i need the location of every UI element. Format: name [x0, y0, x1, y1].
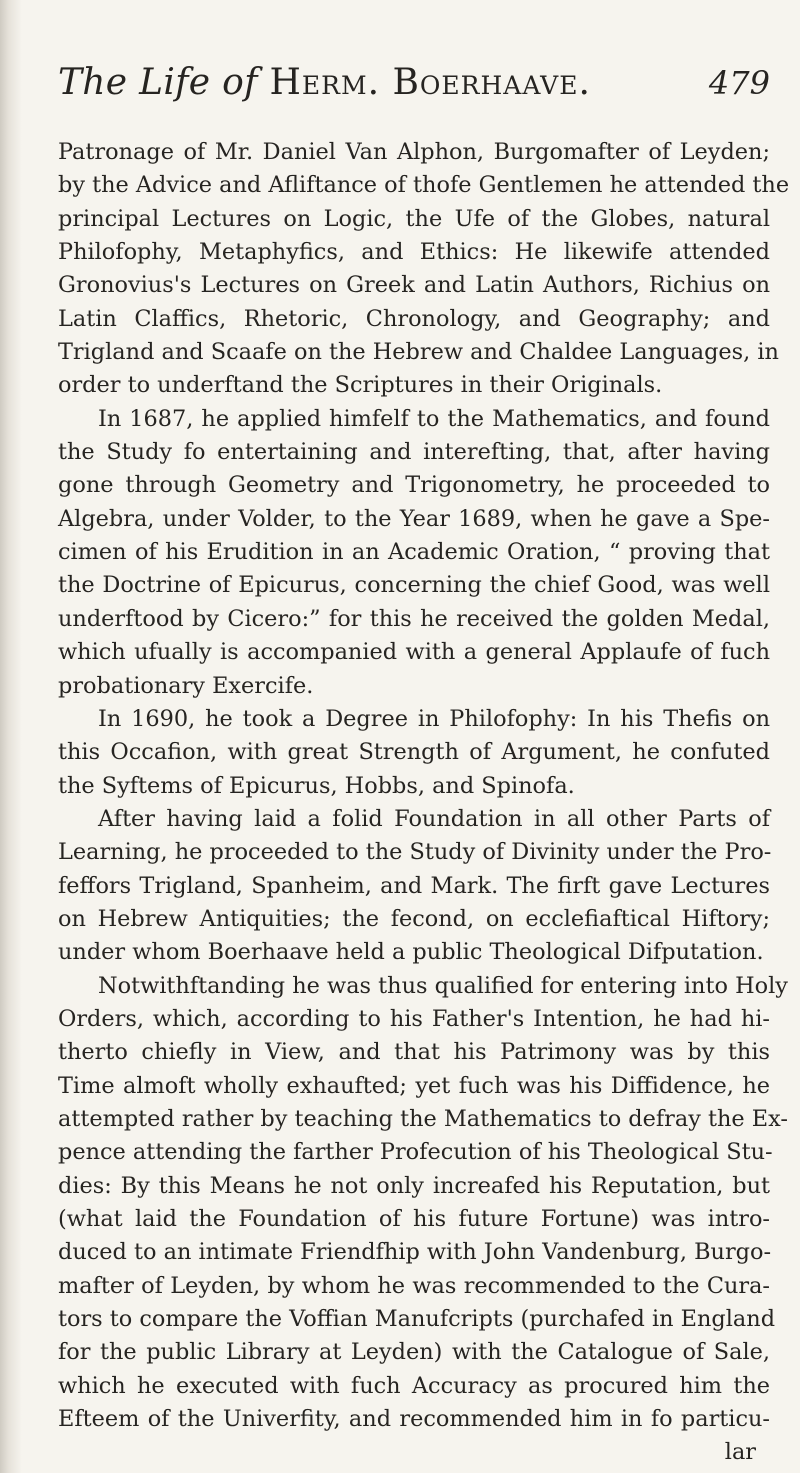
- text-line: therto chiefly in View, and that his Patrimony was by this: [58, 1039, 770, 1066]
- page-gutter-shadow: [0, 0, 22, 1473]
- text-line: order to underftand the Scriptures in their Originals.: [58, 372, 663, 399]
- text-line: the Doctrine of Epicurus, concerning the chief Good, was well: [58, 572, 770, 599]
- text-line: mafter of Leyden, by whom he was recommended to the Cura-: [58, 1272, 770, 1299]
- text-line: Orders, which, according to his Father's Intention, he had hi-: [58, 1005, 770, 1032]
- text-line: the Syftems of Epicurus, Hobbs, and Spinofa.: [58, 772, 575, 799]
- text-line: In 1687, he applied himfelf to the Mathematics, and found: [98, 405, 770, 432]
- text-line: principal Lectures on Logic, the Ufe of the Globes, natural: [58, 205, 770, 232]
- text-line: In 1690, he took a Degree in Philofophy: In his Thefis on: [98, 705, 770, 732]
- text-line: Learning, he proceeded to the Study of Divinity under the Pro-: [58, 839, 772, 866]
- text-line: cimen of his Erudition in an Academic Oration, “ proving that: [58, 539, 770, 566]
- text-line: After having laid a folid Foundation in all other Parts of: [98, 805, 770, 832]
- text-line: (what laid the Foundation of his future Fortune) was intro-: [58, 1206, 770, 1232]
- text-line: Latin Claffics, Rhetoric, Chronology, and Geography; and: [58, 305, 770, 332]
- text-line: Philofophy, Metaphyfics, and Ethics: He likewife attended: [58, 239, 770, 266]
- text-line: under whom Boerhaave held a public Theological Difputation.: [58, 939, 764, 966]
- text-line: which he executed with fuch Accuracy as procured him the: [58, 1372, 770, 1399]
- running-title-italic: The Life of: [58, 62, 258, 103]
- text-line: Notwithftanding he was thus qualified for entering into Holy: [98, 972, 788, 999]
- text-line: Efteem of the Univerfity, and recommended him in fo particu-: [58, 1406, 770, 1433]
- text-line: which ufually is accompanied with a general Applaufe of fuch: [58, 639, 770, 666]
- page-number: 479: [708, 64, 770, 102]
- catchword: lar: [724, 1439, 756, 1466]
- text-line: Algebra, under Volder, to the Year 1689, when he gave a Spe-: [58, 505, 770, 532]
- text-line: feffors Trigland, Spanheim, and Mark. The firft gave Lectures: [58, 872, 770, 899]
- text-line: tors to compare the Voffian Manufcripts (purchafed in England: [58, 1306, 776, 1333]
- text-line: Trigland and Scaafe on the Hebrew and Chaldee Languages, in: [58, 339, 779, 366]
- text-line: Time almoft wholly exhaufted; yet fuch was his Diffidence, he: [58, 1072, 770, 1099]
- text-line: dies: By this Means he not only increafed his Reputation, but: [58, 1172, 770, 1199]
- text-line: Patronage of Mr. Daniel Van Alphon, Burgomafter of Leyden;: [58, 139, 770, 165]
- running-title-name: Herm. Boerhaave.: [269, 62, 591, 103]
- text-line: probationary Exercife.: [58, 672, 314, 699]
- text-line: attempted rather by teaching the Mathematics to defray the Ex-: [58, 1105, 788, 1132]
- body-text: [58, 136, 790, 1470]
- text-line: on Hebrew Antiquities; the fecond, on ecclefiaftical Hiftory;: [58, 905, 770, 932]
- running-head: [58, 62, 770, 122]
- running-title: [58, 62, 591, 103]
- text-line: underftood by Cicero:” for this he received the golden Medal,: [58, 605, 770, 632]
- text-line: gone through Geometry and Trigonometry, he proceeded to: [58, 472, 770, 499]
- text-line: for the public Library at Leyden) with the Catalogue of Sale,: [58, 1339, 770, 1366]
- text-line: pence attending the farther Profecution of his Theological Stu-: [58, 1139, 773, 1166]
- text-line: Gronovius's Lectures on Greek and Latin Authors, Richius on: [58, 272, 770, 299]
- text-line: the Study fo entertaining and interefting, that, after having: [58, 439, 770, 466]
- text-line: by the Advice and Afliftance of thofe Gentlemen he attended the: [58, 172, 790, 199]
- text-line: duced to an intimate Friendfhip with John Vandenburg, Burgo-: [58, 1239, 772, 1266]
- text-line: this Occafion, with great Strength of Argument, he confuted: [58, 739, 770, 766]
- book-page: [58, 62, 790, 1470]
